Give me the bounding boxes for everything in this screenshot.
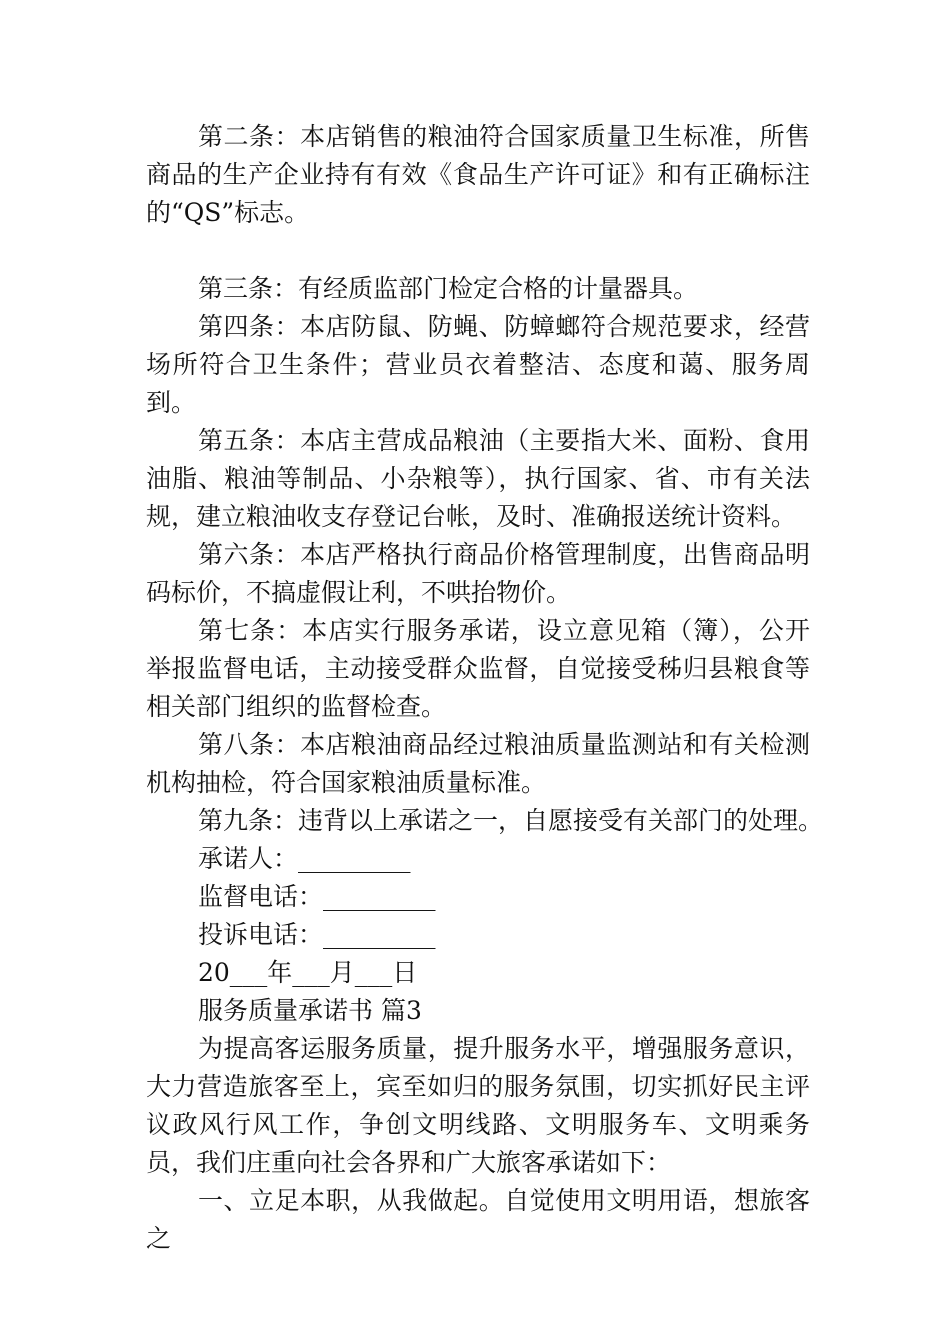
document-page <box>146 118 824 1258</box>
article-2: 第二条：本店销售的粮油符合国家质量卫生标准，所售商品的生产企业持有有效《食品生产许可证》和有正确标注的“QS”标志。 <box>146 122 810 227</box>
article-3: 第三条：有经质监部门检定合格的计量器具。 <box>198 274 699 303</box>
article-7: 第七条：本店实行服务承诺，设立意见箱（簿），公开举报监督电话，主动接受群众监督，自觉接受秭归县粮食等相关部门组织的监督检查。 <box>146 616 810 721</box>
complaint-phone-line: 投诉电话：_________ <box>198 920 436 949</box>
item-1: 一、立足本职，从我做起。自觉使用文明用语，想旅客之 <box>146 1186 810 1253</box>
promiser-line: 承诺人：_________ <box>198 844 411 873</box>
date-line: 20___年___月___日 <box>198 958 418 987</box>
article-4: 第四条：本店防鼠、防蝇、防蟑螂符合规范要求，经营场所符合卫生条件；营业员衣着整洁、态度和蔼、服务周到。 <box>146 312 810 417</box>
article-6: 第六条：本店严格执行商品价格管理制度，出售商品明码标价，不搞虚假让利，不哄抬物价。 <box>146 540 810 607</box>
article-8: 第八条：本店粮油商品经过粮油质量监测站和有关检测机构抽检，符合国家粮油质量标准。 <box>146 730 810 797</box>
article-5: 第五条：本店主营成品粮油（主要指大米、面粉、食用油脂、粮油等制品、小杂粮等），执行国家、省、市有关法规，建立粮油收支存登记台帐，及时、准确报送统计资料。 <box>146 426 810 531</box>
section-title: 服务质量承诺书 篇3 <box>198 996 422 1025</box>
article-9: 第九条：违背以上承诺之一，自愿接受有关部门的处理。 <box>198 806 824 835</box>
supervise-phone-line: 监督电话：_________ <box>198 882 436 911</box>
intro-paragraph: 为提高客运服务质量，提升服务水平，增强服务意识，大力营造旅客至上，宾至如归的服务氛围，切实抓好民主评议政风行风工作，争创文明线路、文明服务车、文明乘务员，我们庄重向社会各界和广大旅客承诺如下： <box>146 1034 810 1177</box>
